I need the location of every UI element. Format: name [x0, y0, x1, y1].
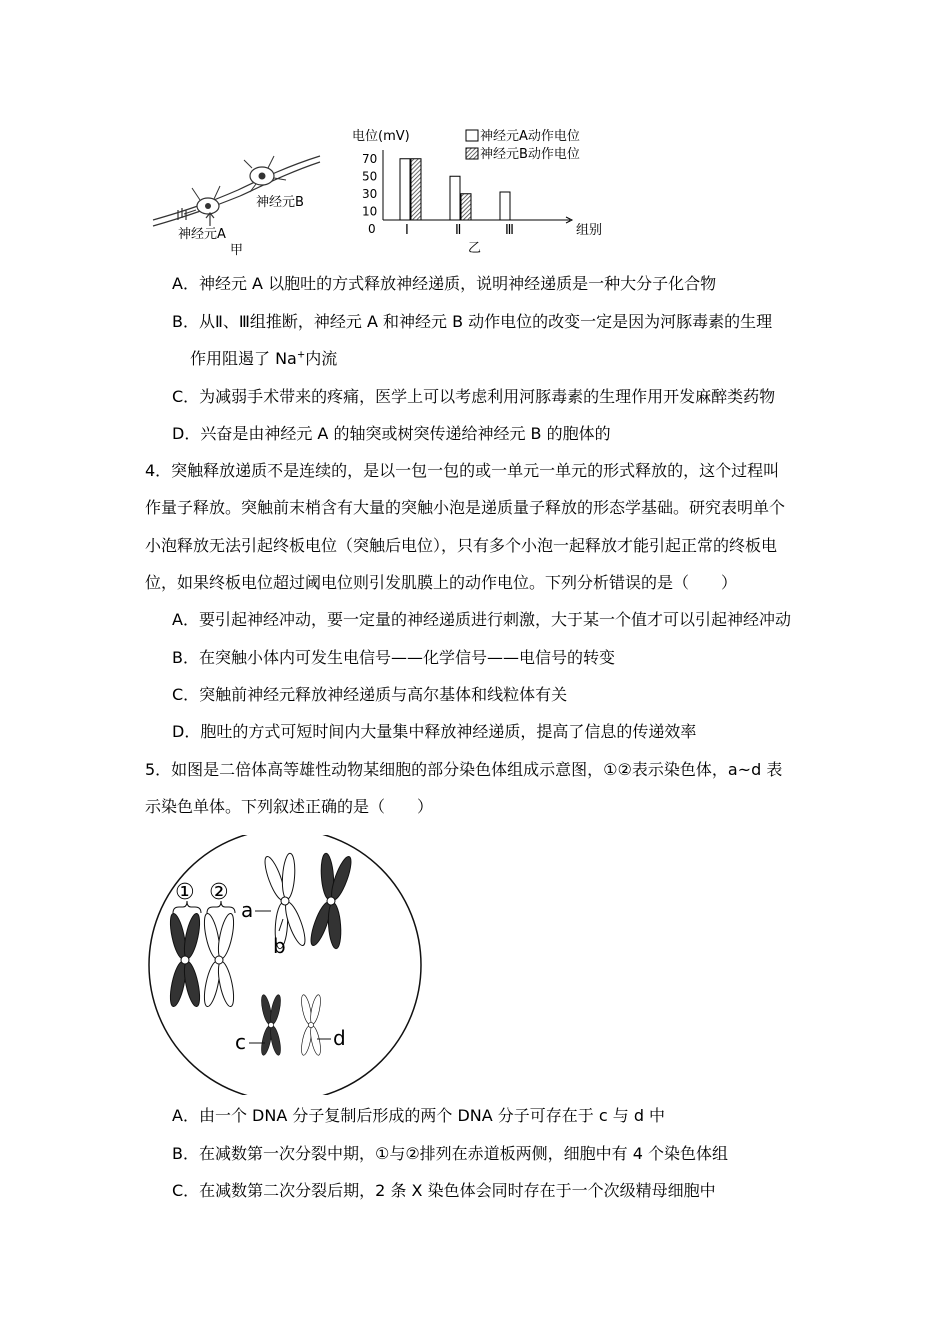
x-ticks	[405, 223, 514, 238]
x-tick-label: Ⅲ	[505, 223, 514, 238]
y-tick-label: 30	[362, 186, 378, 201]
arrow-up-icon	[206, 213, 214, 226]
origin-label: 0	[368, 222, 376, 236]
neuron-a-body	[184, 186, 220, 214]
q3-option-b-tail: 内流	[305, 349, 338, 368]
label-neuron-a: 神经元A	[178, 227, 226, 242]
y-tick-label: 10	[362, 204, 378, 219]
q5-option-a: A．由一个 DNA 分子复制后形成的两个 DNA 分子可存在于 c 与 d 中	[172, 1106, 666, 1125]
q3-option-d: D．兴奋是由神经元 A 的轴突或树突传递给神经元 B 的胞体的	[172, 424, 611, 443]
q3-option-b-text: 作用阻遏了 Na	[190, 349, 297, 368]
label-chromatid-b: b	[273, 934, 286, 958]
q4-stem-line4: 位，如果终板电位超过阈电位则引发肌膜上的动作电位。下列分析错误的是（ ）	[145, 573, 738, 592]
bar-neuron-b-group-1	[411, 159, 421, 220]
label-chromatid-c: c	[235, 1030, 246, 1054]
q5-stem-line1: 5．如图是二倍体高等雄性动物某细胞的部分染色体组成示意图，①②表示染色体，a~d 表	[145, 760, 783, 779]
caption-jia: 甲	[230, 243, 244, 258]
q5-option-c: C．在减数第二次分裂后期，2 条 X 染色体会同时存在于一个次级精母细胞中	[172, 1181, 716, 1200]
q4-option-d: D．胞吐的方式可短时间内大量集中释放神经递质，提高了信息的传递效率	[172, 722, 697, 741]
legend-label-b: 神经元B动作电位	[480, 147, 580, 162]
bar-neuron-a-group-3	[500, 192, 510, 220]
q4-stem-line1: 4．突触释放递质不是连续的，是以一包一包的或一单元一单元的形式释放的，这个过程叫	[145, 461, 780, 480]
y-tick-label: 50	[362, 169, 378, 184]
q5-option-b: B．在减数第一次分裂中期，①与②排列在赤道板两侧，细胞中有 4 个染色体组	[172, 1144, 729, 1163]
legend	[466, 128, 580, 162]
y-axis-label: 电位(mV)	[352, 129, 410, 144]
caption-yi: 乙	[468, 241, 482, 256]
q4-option-a: A．要引起神经冲动，要一定量的神经递质进行刺激，大于某一个值才可以引起神经冲动	[172, 610, 791, 629]
legend-swatch-b	[466, 148, 478, 159]
q3-option-b-line2	[190, 349, 337, 369]
label-chromosome-2: ②	[209, 880, 229, 905]
q4-stem-line2: 作量子释放。突触前末梢含有大量的突触小泡是递质量子释放的形态学基础。研究表明单个	[145, 498, 786, 517]
q4-option-b: B．在突触小体内可发生电信号——化学信号——电信号的转变	[172, 648, 615, 667]
q3-option-b-line1: B．从Ⅱ、Ⅲ组推断，神经元 A 和神经元 B 动作电位的改变一定是因为河豚毒素的生理	[172, 312, 773, 331]
neuron-diagram	[148, 148, 328, 258]
y-ticks	[362, 152, 377, 219]
bars	[400, 159, 510, 220]
bar-neuron-b-group-2	[461, 194, 471, 220]
legend-label-a: 神经元A动作电位	[480, 129, 580, 144]
x-axis-label: 组别	[576, 223, 603, 238]
y-tick-label: 70	[362, 151, 378, 166]
q4-option-c: C．突触前神经元释放神经递质与高尔基体和线粒体有关	[172, 685, 568, 704]
legend-swatch-a	[466, 130, 478, 141]
q3-option-a: A．神经元 A 以胞吐的方式释放神经递质，说明神经递质是一种大分子化合物	[172, 274, 717, 293]
x-tick-label: Ⅰ	[405, 223, 409, 238]
label-chromosome-1: ①	[175, 880, 195, 905]
cell-chromosome-diagram	[145, 835, 425, 1095]
q5-stem-line2: 示染色单体。下列叙述正确的是（ ）	[145, 797, 434, 816]
q3-option-c: C．为减弱手术带来的疼痛，医学上可以考虑利用河豚毒素的生理作用开发麻醉类药物	[172, 387, 776, 406]
bar-neuron-a-group-1	[400, 159, 410, 220]
potential-bar-chart	[340, 122, 630, 262]
neuron-b-body	[244, 156, 286, 192]
label-chromatid-d: d	[333, 1026, 346, 1050]
label-chromatid-a: a	[241, 898, 254, 922]
bar-neuron-a-group-2	[450, 176, 460, 220]
q4-stem-line3: 小泡释放无法引起终板电位（突触后电位），只有多个小泡一起释放才能引起正常的终板电	[145, 536, 778, 555]
x-tick-label: Ⅱ	[455, 223, 462, 238]
label-neuron-b: 神经元B	[256, 195, 304, 210]
sodium-charge: +	[296, 349, 306, 361]
